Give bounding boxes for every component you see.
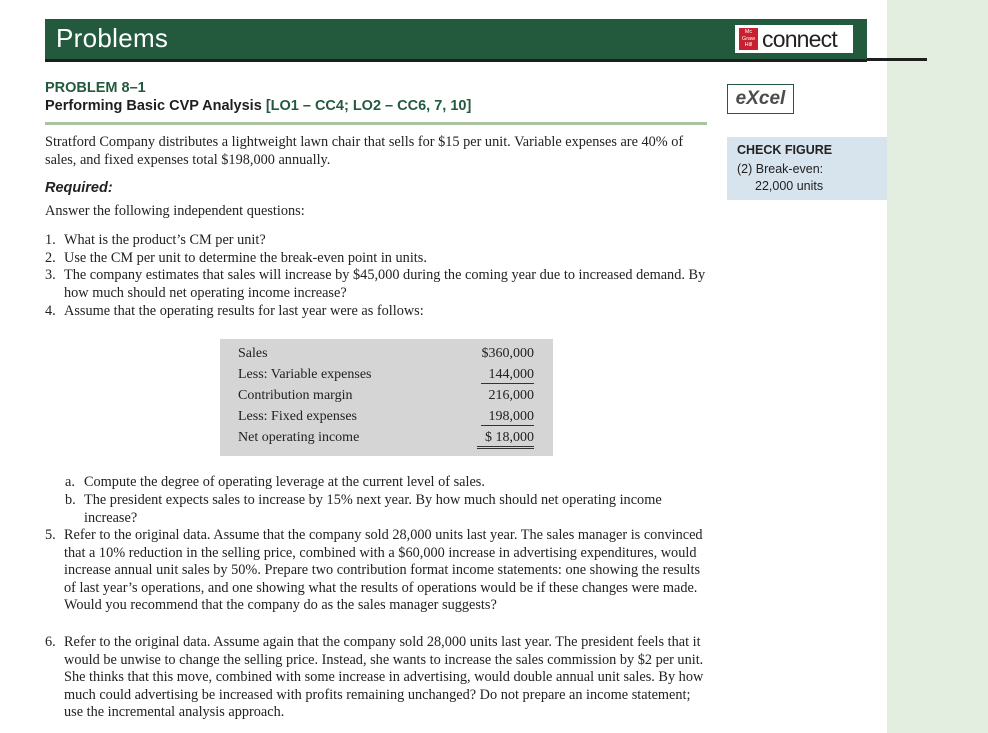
table-row-value: $360,000	[481, 346, 534, 361]
check-figure-title: CHECK FIGURE	[737, 143, 833, 157]
problem-title: Performing Basic CVP Analysis [LO1 – CC4; LO2 – CC6, 7, 10]	[45, 98, 472, 114]
section-header	[45, 19, 867, 62]
check-figure-line2: 22,000 units	[755, 179, 824, 193]
operating-results-table	[220, 339, 553, 456]
learning-objectives: [LO1 – CC4; LO2 – CC6, 7, 10]	[265, 98, 472, 114]
table-row-value: $ 18,000	[477, 430, 534, 449]
table-row-label: Net operating income	[238, 430, 360, 445]
table-row-value: 198,000	[481, 409, 535, 426]
table-row-label: Contribution margin	[238, 388, 353, 403]
mcgraw-hill-logo-icon: Mc Graw Hill	[739, 28, 758, 50]
table-row-label: Less: Variable expenses	[238, 367, 372, 382]
answer-prompt: Answer the following independent questions:	[45, 203, 305, 219]
problem-label: PROBLEM 8–1	[45, 80, 146, 96]
header-rule	[867, 58, 927, 61]
connect-wordmark: connect	[762, 26, 837, 52]
connect-logo	[735, 25, 853, 53]
problem-intro: Stratford Company distributes a lightweight lawn chair that sells for $15 per unit. Variable expenses are 40% of sales, and fixed expenses total $198,000 annually.	[45, 134, 684, 168]
check-figure-line1: (2) Break-even:	[737, 162, 824, 176]
table-row-value: 144,000	[481, 367, 535, 384]
side-strip	[887, 0, 988, 733]
excel-icon: eXcel	[727, 84, 794, 114]
table-row-value: 216,000	[488, 388, 534, 403]
table-row-label: Less: Fixed expenses	[238, 409, 357, 424]
title-divider	[45, 122, 707, 125]
table-row-label: Sales	[238, 346, 268, 361]
section-title: Problems	[56, 23, 169, 53]
required-heading: Required:	[45, 180, 113, 196]
check-figure-box	[727, 137, 887, 200]
